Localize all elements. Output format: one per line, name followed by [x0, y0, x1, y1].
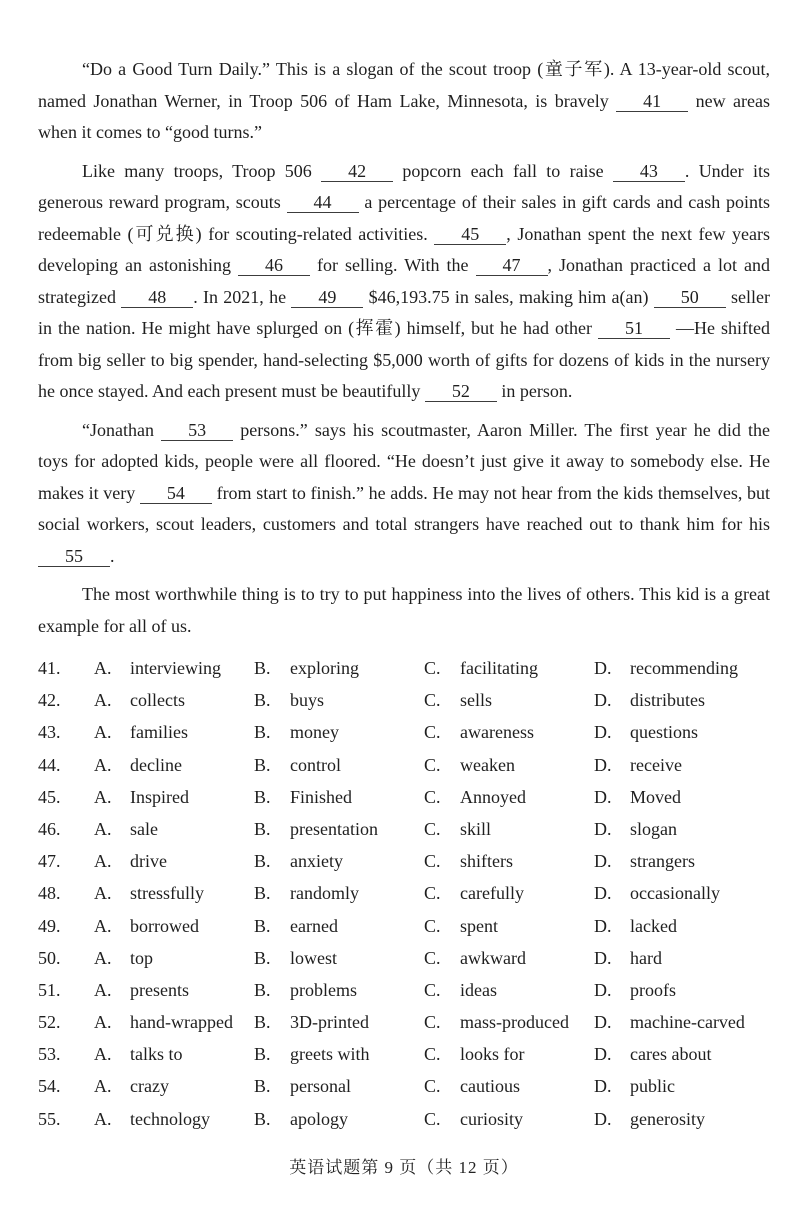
option-text: machine-carved [630, 1012, 745, 1033]
option-text: recommending [630, 658, 738, 678]
option-choice-41-C [424, 652, 594, 684]
option-text: families [130, 722, 188, 743]
option-choice-52-A [94, 1006, 254, 1038]
option-text: ideas [460, 979, 497, 1000]
passage-text: Like many troops, Troop 506 [82, 160, 322, 181]
option-letter: A. [94, 851, 112, 872]
option-text: awkward [460, 947, 526, 968]
option-text: decline [130, 754, 182, 775]
option-text: stressfully [130, 883, 204, 904]
option-number: 51. [38, 979, 61, 1000]
passage-text: in person. [496, 381, 573, 401]
option-text: skill [460, 818, 492, 839]
option-choice-44-A [94, 749, 254, 781]
cloze-blank-46: 46 [238, 256, 310, 276]
passage-text: popcorn each fall to raise [393, 160, 613, 181]
option-letter: B. [254, 851, 271, 872]
option-letter: D. [594, 818, 612, 839]
option-choice-53-D [594, 1038, 770, 1070]
option-number: 48. [38, 883, 61, 904]
option-letter: B. [254, 1044, 271, 1065]
passage-text: . Under its generous reward program, scouts [38, 160, 770, 212]
cloze-blank-49: 49 [291, 288, 363, 308]
option-text: receive [630, 754, 682, 775]
option-letter: B. [254, 754, 271, 775]
option-choice-47-C [424, 845, 594, 877]
passage-text: seller in the nation. He might have splurged on (挥霍) himself, but he had other [38, 286, 771, 338]
cloze-blank-42: 42 [321, 162, 393, 182]
option-text: public [630, 1076, 675, 1097]
option-choice-52-C [424, 1006, 594, 1038]
option-row-54 [38, 1070, 770, 1102]
option-letter: A. [94, 1108, 112, 1129]
option-letter: B. [254, 722, 271, 743]
option-number: 53. [38, 1044, 61, 1065]
option-letter: C. [424, 915, 441, 936]
option-choice-50-C [424, 942, 594, 974]
passage-text: new areas when it comes to “good turns.” [38, 90, 770, 142]
passage-text: . [110, 545, 115, 566]
passage-text: from start to finish.” he adds. He may not hear from the kids themselves, but social workers, scout leaders, customers and total strangers have reached out to thank him for his [38, 482, 770, 534]
passage-paragraph-4 [38, 579, 770, 642]
option-letter: D. [594, 722, 612, 743]
passage-text: a percentage of their sales in gift cards and cash points redeemable (可兑换) for scouting-related activities. [38, 192, 770, 244]
option-text: spent [460, 915, 498, 936]
option-letter: B. [254, 690, 271, 711]
option-number: 42. [38, 690, 61, 711]
option-choice-51-D [594, 974, 770, 1006]
cloze-blank-44: 44 [287, 193, 359, 213]
option-choice-55-C [424, 1103, 594, 1135]
option-letter: D. [594, 979, 612, 1000]
option-row-50 [38, 942, 770, 974]
option-choice-41-D [594, 652, 770, 684]
option-choice-50-A [94, 942, 254, 974]
passage-text: persons.” says his scoutmaster, Aaron Miller. The first year he did the toys for adopted kids, people were all floored. “He doesn’t just give it away to somebody else. He makes it very [38, 419, 770, 503]
option-letter: D. [594, 1012, 612, 1033]
option-choice-55-D [594, 1103, 770, 1135]
option-letter: A. [94, 754, 112, 775]
option-letter: A. [94, 1044, 112, 1065]
option-choice-48-C [424, 877, 594, 909]
cloze-blank-41: 41 [616, 92, 688, 112]
option-row-55 [38, 1103, 770, 1135]
option-choice-55-B [254, 1103, 424, 1135]
option-choice-45-B [254, 781, 424, 813]
option-letter: D. [594, 1076, 612, 1097]
option-choice-49-B [254, 910, 424, 942]
option-letter: C. [424, 658, 441, 678]
cloze-blank-45: 45 [434, 225, 506, 245]
option-letter: D. [594, 754, 612, 775]
option-choice-47-D [594, 845, 770, 877]
option-number: 50. [38, 947, 61, 968]
option-letter: C. [424, 722, 441, 743]
cloze-blank-53: 53 [161, 421, 233, 441]
option-choice-51-B [254, 974, 424, 1006]
option-text: presents [130, 979, 189, 1000]
passage-paragraph-3 [38, 415, 770, 573]
option-text: Annoyed [460, 786, 526, 807]
option-text: mass-produced [460, 1012, 569, 1033]
option-letter: D. [594, 1108, 612, 1129]
option-text: Moved [630, 786, 681, 807]
option-letter: B. [254, 1012, 271, 1033]
option-number: 44. [38, 754, 61, 775]
option-choice-42-C [424, 684, 594, 716]
passage-text: , Jonathan spent the next few years developing an astonishing [38, 223, 771, 275]
option-choice-47-A [94, 845, 254, 877]
option-text: proofs [630, 979, 676, 1000]
option-letter: C. [424, 818, 441, 839]
option-text: collects [130, 690, 185, 711]
passage-text: $46,193.75 in sales, making him a(an) [363, 286, 654, 307]
option-letter: B. [254, 883, 271, 904]
passage-text: The most worthwhile thing is to try to put happiness into the lives of others. This kid is a great example for all of us. [38, 584, 770, 636]
option-text: sells [460, 690, 493, 711]
option-text: sale [130, 818, 158, 839]
option-text: anxiety [290, 851, 343, 872]
option-letter: B. [254, 947, 271, 968]
option-choice-52-D [594, 1006, 770, 1038]
option-choice-44-B [254, 749, 424, 781]
passage-text: . In 2021, he [193, 286, 292, 307]
cloze-blank-50: 50 [654, 288, 726, 308]
passage-text: , Jonathan practiced a lot and strategized [38, 255, 770, 307]
option-number: 54. [38, 1076, 61, 1097]
option-row-53 [38, 1038, 770, 1070]
option-text: money [290, 722, 339, 743]
option-number: 49. [38, 915, 61, 936]
option-text: earned [290, 915, 338, 936]
option-text: control [290, 754, 341, 775]
option-letter: A. [94, 883, 112, 904]
option-text: cautious [460, 1076, 520, 1097]
option-text: exploring [290, 658, 359, 678]
option-text: top [130, 947, 154, 968]
passage-text: “Jonathan [82, 419, 162, 440]
option-letter: D. [594, 851, 612, 872]
option-number: 41. [38, 658, 61, 678]
option-choice-43-D [594, 716, 770, 748]
option-letter: C. [424, 851, 441, 872]
option-letter: C. [424, 1044, 441, 1065]
option-row-47 [38, 845, 770, 877]
option-letter: D. [594, 915, 612, 936]
option-number: 46. [38, 818, 61, 839]
option-text: apology [290, 1108, 348, 1129]
option-text: lacked [630, 915, 677, 936]
page-footer: 英语试题第 9 页（共 12 页） [289, 1157, 519, 1177]
option-choice-41-A [94, 652, 254, 684]
passage-paragraph-2 [38, 156, 770, 408]
option-text: crazy [130, 1076, 169, 1097]
option-letter: C. [424, 754, 441, 775]
option-choice-46-C [424, 813, 594, 845]
option-letter: C. [424, 1012, 441, 1033]
cloze-blank-52: 52 [425, 382, 497, 402]
option-text: generosity [630, 1108, 705, 1129]
option-text: technology [130, 1108, 210, 1129]
option-choice-51-A [94, 974, 254, 1006]
option-text: facilitating [460, 658, 538, 678]
cloze-blank-55: 55 [38, 547, 110, 567]
option-number: 52. [38, 1012, 61, 1033]
option-number: 55. [38, 1108, 61, 1129]
option-letter: A. [94, 786, 112, 807]
option-letter: A. [94, 915, 112, 936]
option-text: curiosity [460, 1108, 523, 1129]
option-choice-48-D [594, 877, 770, 909]
option-text: hard [630, 947, 662, 968]
option-letter: A. [94, 979, 112, 1000]
option-text: Inspired [130, 786, 189, 807]
option-letter: D. [594, 786, 612, 807]
option-choice-43-B [254, 716, 424, 748]
option-text: looks for [460, 1044, 525, 1065]
option-choice-43-C [424, 716, 594, 748]
option-text: carefully [460, 883, 524, 904]
option-letter: A. [94, 947, 112, 968]
option-text: awareness [460, 722, 534, 743]
option-letter: C. [424, 1108, 441, 1129]
option-letter: A. [94, 690, 112, 711]
option-text: questions [630, 722, 699, 743]
option-letter: C. [424, 786, 441, 807]
option-choice-54-A [94, 1070, 254, 1102]
option-choice-49-A [94, 910, 254, 942]
option-text: strangers [630, 851, 695, 872]
option-choice-46-A [94, 813, 254, 845]
option-choice-45-C [424, 781, 594, 813]
option-text: weaken [460, 754, 515, 775]
option-choice-46-D [594, 813, 770, 845]
passage-paragraph-1 [38, 54, 770, 149]
option-number: 45. [38, 786, 61, 807]
option-choice-49-C [424, 910, 594, 942]
option-text: drive [130, 851, 167, 872]
option-text: slogan [630, 818, 677, 839]
option-text: 3D-printed [290, 1012, 369, 1033]
option-text: personal [290, 1076, 351, 1097]
option-choice-41-B [254, 652, 424, 684]
option-choice-46-B [254, 813, 424, 845]
cloze-blank-54: 54 [140, 484, 212, 504]
option-letter: B. [254, 979, 271, 1000]
passage-text: “Do a Good Turn Daily.” This is a slogan of the scout troop (童子军). A 13-year-old scout, named Jonathan Werner, in Troop 506 of Ham Lake, Minnesota, is bravely [38, 59, 770, 111]
cloze-blank-51: 51 [598, 319, 670, 339]
option-text: problems [290, 979, 357, 1000]
option-choice-55-A [94, 1103, 254, 1135]
option-choice-44-D [594, 749, 770, 781]
cloze-blank-43: 43 [613, 162, 685, 182]
option-row-48 [38, 877, 770, 909]
option-text: greets with [290, 1044, 370, 1065]
option-row-52 [38, 1006, 770, 1038]
option-letter: D. [594, 658, 612, 678]
option-row-51 [38, 974, 770, 1006]
option-text: randomly [290, 883, 359, 904]
option-choice-54-B [254, 1070, 424, 1102]
option-choice-43-A [94, 716, 254, 748]
option-row-45 [38, 781, 770, 813]
option-text: presentation [290, 818, 378, 839]
option-letter: C. [424, 883, 441, 904]
option-letter: C. [424, 947, 441, 968]
option-choice-52-B [254, 1006, 424, 1038]
option-text: cares about [630, 1044, 712, 1065]
option-choice-45-A [94, 781, 254, 813]
option-letter: A. [94, 658, 112, 678]
option-choice-42-D [594, 684, 770, 716]
option-choice-47-B [254, 845, 424, 877]
option-letter: B. [254, 658, 271, 678]
option-choice-42-B [254, 684, 424, 716]
option-choice-54-C [424, 1070, 594, 1102]
option-choice-49-D [594, 910, 770, 942]
passage-text: —He shifted from big seller to big spender, hand-selecting $5,000 worth of gifts for dozens of kids in the nursery he once stayed. And each present must be beautifully [38, 318, 771, 401]
option-letter: D. [594, 1044, 612, 1065]
cloze-blank-47: 47 [476, 256, 548, 276]
option-text: occasionally [630, 883, 720, 904]
option-text: distributes [630, 690, 705, 711]
option-letter: B. [254, 1076, 271, 1097]
option-letter: B. [254, 1108, 271, 1129]
option-row-41 [38, 652, 770, 684]
option-choice-48-A [94, 877, 254, 909]
option-row-42 [38, 684, 770, 716]
option-letter: B. [254, 818, 271, 839]
option-choice-51-C [424, 974, 594, 1006]
option-text: buys [290, 690, 325, 711]
option-letter: A. [94, 1076, 112, 1097]
option-text: Finished [290, 786, 353, 807]
option-letter: D. [594, 947, 612, 968]
option-choice-50-B [254, 942, 424, 974]
option-letter: A. [94, 818, 112, 839]
options-table [38, 652, 770, 1135]
option-letter: D. [594, 883, 612, 904]
option-choice-42-A [94, 684, 254, 716]
option-choice-53-A [94, 1038, 254, 1070]
option-choice-53-C [424, 1038, 594, 1070]
option-letter: C. [424, 979, 441, 1000]
option-letter: C. [424, 690, 441, 711]
option-text: interviewing [130, 658, 221, 678]
option-text: borrowed [130, 915, 199, 936]
option-text: hand-wrapped [130, 1012, 233, 1033]
option-text: lowest [290, 947, 337, 968]
option-row-44 [38, 749, 770, 781]
passage-text: for selling. With the [310, 255, 476, 275]
option-letter: A. [94, 1012, 112, 1033]
option-choice-48-B [254, 877, 424, 909]
passage [38, 54, 770, 642]
option-choice-53-B [254, 1038, 424, 1070]
option-letter: C. [424, 1076, 441, 1097]
option-text: shifters [460, 851, 513, 872]
option-choice-54-D [594, 1070, 770, 1102]
option-row-43 [38, 716, 770, 748]
option-letter: D. [594, 690, 612, 711]
cloze-blank-48: 48 [121, 288, 193, 308]
option-number: 47. [38, 851, 61, 872]
option-choice-50-D [594, 942, 770, 974]
option-letter: B. [254, 915, 271, 936]
option-choice-44-C [424, 749, 594, 781]
option-number: 43. [38, 722, 61, 743]
option-choice-45-D [594, 781, 770, 813]
option-text: talks to [130, 1044, 183, 1065]
option-letter: B. [254, 786, 271, 807]
option-letter: A. [94, 722, 112, 743]
option-row-49 [38, 910, 770, 942]
option-row-46 [38, 813, 770, 845]
